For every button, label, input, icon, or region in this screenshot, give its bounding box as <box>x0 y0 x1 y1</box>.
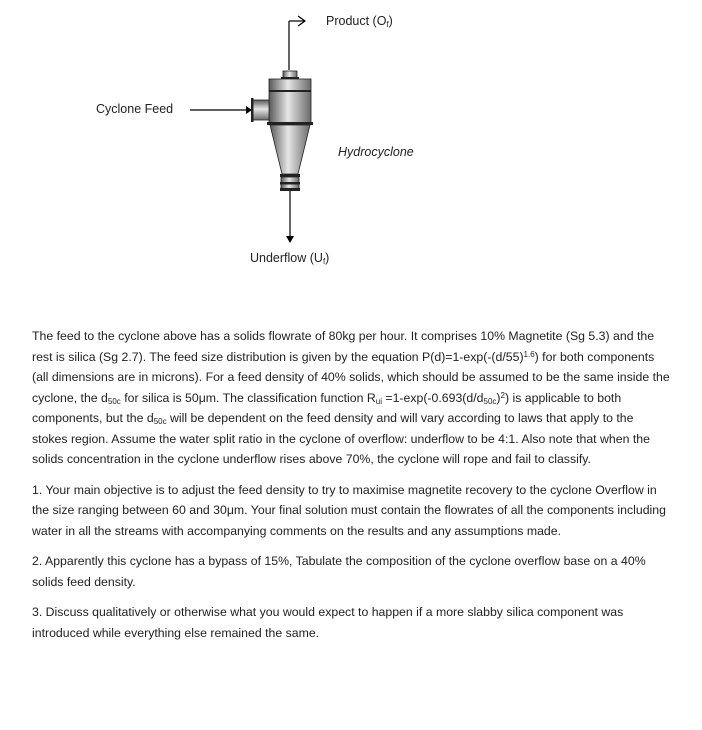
problem-statement <box>32 326 672 653</box>
underflow-stream-line <box>286 191 294 243</box>
question-3-paragraph: 3. Discuss qualitatively or otherwise what you would expect to happen if a more slabby silica component was introduced while everything else remained the same. <box>32 605 624 640</box>
underflow-label: Underflow $(U_f)$ <box>250 251 330 266</box>
hydrocyclone-label: Hydrocyclone <box>338 145 414 159</box>
question-1-paragraph: 1. Your main objective is to adjust the feed density to try to maximise magnetite recovery to the cyclone Overflow in the size ranging between 60 and 30μm. Your final solution must contain the flowrates of all the components including water in all the streams with accompanying comments on the results and any assumptions made. <box>32 482 666 538</box>
question-2-paragraph: 2. Apparently this cyclone has a bypass of 15%, Tabulate the composition of the cyclone overflow base on a 40% solids feed density. <box>32 554 646 589</box>
cyclone-feed-label: Cyclone Feed <box>96 102 174 116</box>
feed-stream-line <box>190 106 252 114</box>
underflow-arrow-icon <box>286 236 294 243</box>
hydrocyclone-body <box>251 71 313 191</box>
problem-description-paragraph: The feed to the cyclone above has a solids flowrate of 80kg per hour. It comprises 10% Magnetite (Sg 5.3) and the rest is silica (Sg 2.7). The feed size distribution is given by the equation $P(d)=1-\exp(-(d/55)^{1.6})$ for both components (all dimensions are in microns). For a feed density of 40% solids, which should be assumed to be the same inside the cyclone, the $d_{50c}$ for silica is 50μm. The classification function $R_{ui} =1-\exp(-0.693(d/d_{50c})^2)$ is applicable to both components, but the $d_{50c}$ will be dependent on the feed density and will vary according to laws that apply to the stokes region. Assume the water split ratio in the cyclone of overflow: underflow to be 4:1. Also note that when the solids concentration in the cyclone underflow rises above 70%, the cyclone will rope and fail to classify. <box>32 329 670 466</box>
hydrocyclone-diagram <box>0 0 702 290</box>
product-stream-line <box>289 16 305 70</box>
product-label: Product $(O_f)$ <box>326 14 393 29</box>
